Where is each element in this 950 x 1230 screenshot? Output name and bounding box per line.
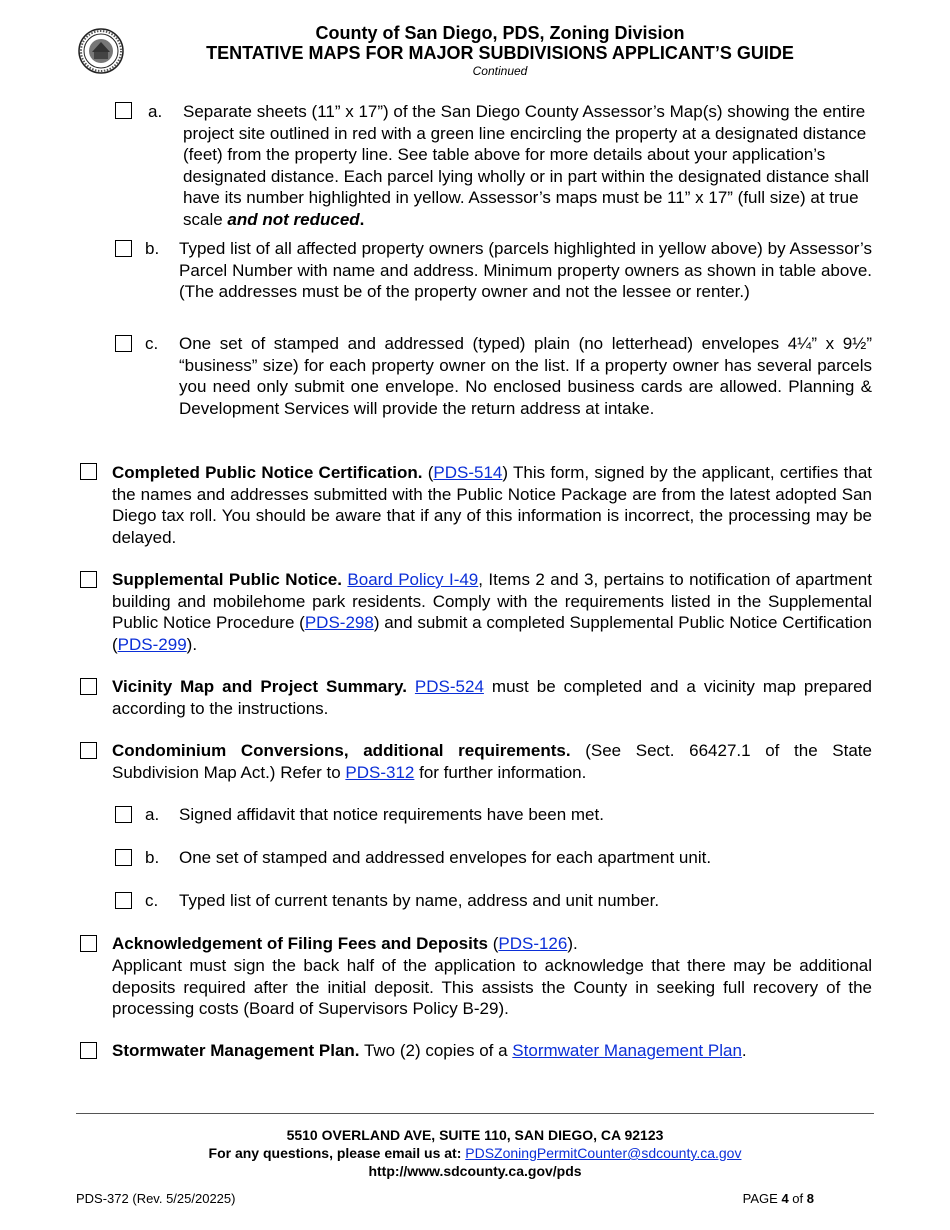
condominium-conversions-text: Condominium Conversions, additional requirements. (See Sect. 66427.1 of the State Subdivision Map Act.) Refer to PDS-312 for further information. (112, 741, 872, 782)
board-policy-i49-link[interactable]: Board Policy I-49 (347, 570, 479, 589)
pds-126-link[interactable]: PDS-126 (498, 934, 568, 953)
pds-312-link[interactable]: PDS-312 (345, 762, 415, 782)
condo-item-label-b: b. (145, 848, 160, 867)
header-continued: Continued (472, 64, 528, 78)
footer-divider (76, 1113, 874, 1114)
property-owner-list-text: Typed list of all affected property owners (parcels highlighted in yellow above) by Assessor’s Parcel Number with name and address. Minimum property owners as shown in table above. (The addresses must be of the property owner and not the lessee or renter.) (179, 239, 872, 301)
checkbox-condominium-conversions[interactable] (80, 742, 97, 759)
checkbox-vicinity-map[interactable] (80, 678, 97, 695)
page-number: PAGE 4 of 8 (742, 1191, 814, 1206)
item-label-b: b. (145, 239, 160, 258)
checkbox-public-notice-certification[interactable] (80, 463, 97, 480)
checkbox-supplemental-public-notice[interactable] (80, 571, 97, 588)
checkbox-envelopes[interactable] (115, 335, 132, 352)
condo-item-label-c: c. (145, 891, 159, 910)
footer-email-link[interactable]: PDSZoningPermitCounter@sdcounty.ca.gov (465, 1145, 742, 1161)
checkbox-tenant-list[interactable] (115, 892, 132, 909)
county-seal-logo (78, 28, 124, 74)
assessor-maps-text: Separate sheets (11” x 17”) of the San Diego County Assessor’s Map(s) showing the entire project site outlined in red with a green line encircling the property at a designated distance (feet) from the property line. See table above for more details about your application’s designated distance. Each parcel lying wholly or in part within the designated distance shall have its number highlighted in yellow. Assessor’s maps must be 11” x 17” (full size) at true scale and not reduced. (183, 102, 870, 229)
checkbox-property-owner-list[interactable] (115, 240, 132, 257)
envelopes-text: One set of stamped and addressed (typed) plain (no letterhead) envelopes 4¼” x 9½” “business” size) for each property owner on the list. If a property owner has several parcels you need only submit one envelope. No enclosed business cards are allowed. Planning & Development Services will provide the return address at intake. (179, 334, 872, 418)
footer-address: 5510 OVERLAND AVE, SUITE 110, SAN DIEGO, CA 92123 (286, 1127, 664, 1143)
checkbox-stormwater-plan[interactable] (80, 1042, 97, 1059)
pds-514-link[interactable]: PDS-514 (433, 463, 503, 482)
pds-298-link[interactable]: PDS-298 (304, 613, 374, 632)
footer-website: http://www.sdcounty.ca.gov/pds (368, 1163, 582, 1179)
condo-item-label-a: a. (145, 805, 160, 824)
tenant-list-text: Typed list of current tenants by name, address and unit number. (179, 891, 660, 910)
header-county-title: County of San Diego, PDS, Zoning Division (315, 23, 685, 43)
supplemental-public-notice-text: Supplemental Public Notice. Board Policy I-49, Items 2 and 3, pertains to notification of apartment building and mobilehome park residents. Comply with the requirements listed in the Supplemental Public Notice Procedure (PDS-298) and submit a completed Supplemental Public Notice Certification (PDS-299). (112, 570, 872, 654)
stormwater-plan-text: Stormwater Management Plan. Two (2) copies of a Stormwater Management Plan. (112, 1041, 747, 1060)
checkbox-filing-fees[interactable] (80, 935, 97, 952)
footer-contact: For any questions, please email us at: PDSZoningPermitCounter@sdcounty.ca.gov (208, 1145, 742, 1161)
vicinity-map-text: Vicinity Map and Project Summary. PDS-524 must be completed and a vicinity map prepared according to the instructions. (112, 677, 872, 718)
filing-fees-text: Applicant must sign the back half of the application to acknowledge that there may be additional deposits required after the initial deposit. This assists the County in seeking full recovery of the processing costs (Board of Supervisors Policy B-29). (112, 956, 872, 1018)
item-label-a: a. (148, 102, 163, 121)
stormwater-plan-link[interactable]: Stormwater Management Plan (512, 1041, 742, 1060)
form-revision: PDS-372 (Rev. 5/25/20225) (76, 1191, 236, 1206)
signed-affidavit-text: Signed affidavit that notice requirements have been met. (179, 805, 604, 824)
header-guide-title: TENTATIVE MAPS FOR MAJOR SUBDIVISIONS APPLICANT’S GUIDE (206, 43, 794, 63)
apartment-envelopes-text: One set of stamped and addressed envelopes for each apartment unit. (179, 848, 712, 867)
filing-fees-heading: Acknowledgement of Filing Fees and Deposits (PDS-126). (112, 934, 578, 953)
public-notice-certification-text: Completed Public Notice Certification. (PDS-514) This form, signed by the applicant, certifies that the names and addresses submitted with the Public Notice Package are from the latest adopted San Diego tax roll. You should be aware that if any of this information is incorrect, the processing may be delayed. (112, 463, 872, 547)
checkbox-signed-affidavit[interactable] (115, 806, 132, 823)
pds-299-link[interactable]: PDS-299 (117, 634, 187, 654)
pds-524-link[interactable]: PDS-524 (414, 677, 484, 696)
checkbox-assessor-maps[interactable] (115, 102, 132, 119)
item-label-c: c. (145, 334, 159, 353)
checkbox-apartment-envelopes[interactable] (115, 849, 132, 866)
